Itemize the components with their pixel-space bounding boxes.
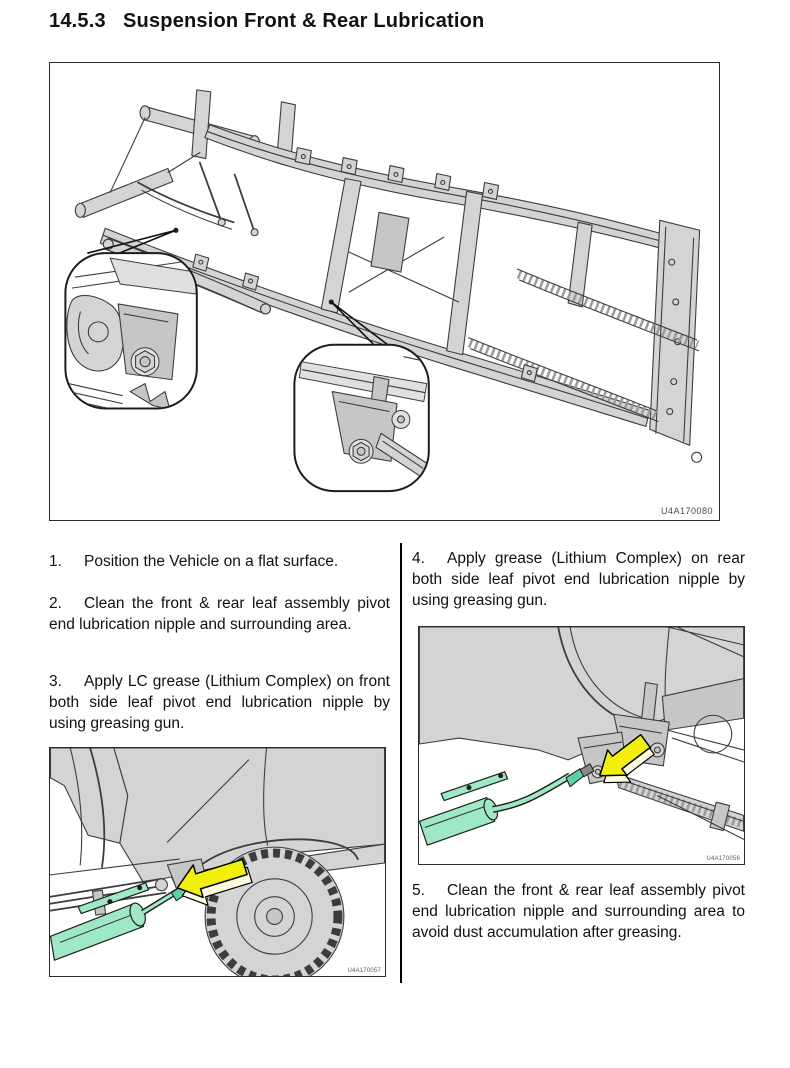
chassis-figure bbox=[49, 62, 720, 521]
step-number: 5. bbox=[412, 882, 425, 899]
rear-pivot-detail-callout bbox=[294, 345, 428, 491]
step-item-3 bbox=[49, 671, 390, 734]
front-greasing-figure bbox=[49, 747, 386, 977]
rear-greasing-figure bbox=[418, 626, 745, 865]
column-divider bbox=[400, 543, 402, 983]
step-text: Apply grease (Lithium Complex) on rear both side leaf pivot end lubrication nipple by using greasing gun. bbox=[412, 550, 745, 609]
step-number: 2. bbox=[49, 595, 62, 612]
figure-code: U4A170057 bbox=[347, 968, 381, 974]
step-number: 3. bbox=[49, 673, 62, 690]
step-item-4 bbox=[412, 548, 745, 611]
step-text: Clean the front & rear leaf assembly pivot end lubrication nipple and surrounding area. bbox=[49, 595, 390, 633]
rear-leaf-greasing-illustration bbox=[419, 627, 744, 864]
step-item-5 bbox=[412, 880, 745, 943]
grease-gun bbox=[419, 764, 594, 845]
front-leaf-greasing-illustration bbox=[50, 748, 385, 976]
section-number: 14.5.3 bbox=[49, 10, 106, 32]
chassis-lubrication-points-illustration bbox=[50, 63, 719, 520]
step-text: Position the Vehicle on a flat surface. bbox=[84, 553, 339, 570]
step-item-1 bbox=[49, 551, 390, 572]
step-number: 4. bbox=[412, 550, 425, 567]
section-heading bbox=[49, 10, 484, 33]
figure-code: U4A170056 bbox=[706, 856, 740, 862]
step-item-2 bbox=[49, 593, 390, 635]
step-text: Clean the front & rear leaf assembly pivot end lubrication nipple and surrounding area to avoid dust accumulation after greasing. bbox=[412, 882, 745, 941]
front-pivot-detail-callout bbox=[65, 253, 196, 411]
figure-code: U4A170080 bbox=[660, 506, 713, 516]
section-title: Suspension Front & Rear Lubrication bbox=[123, 10, 485, 32]
step-text: Apply LC grease (Lithium Complex) on front both side leaf pivot end lubrication nipple by using greasing gun. bbox=[49, 673, 390, 732]
step-number: 1. bbox=[49, 553, 62, 570]
